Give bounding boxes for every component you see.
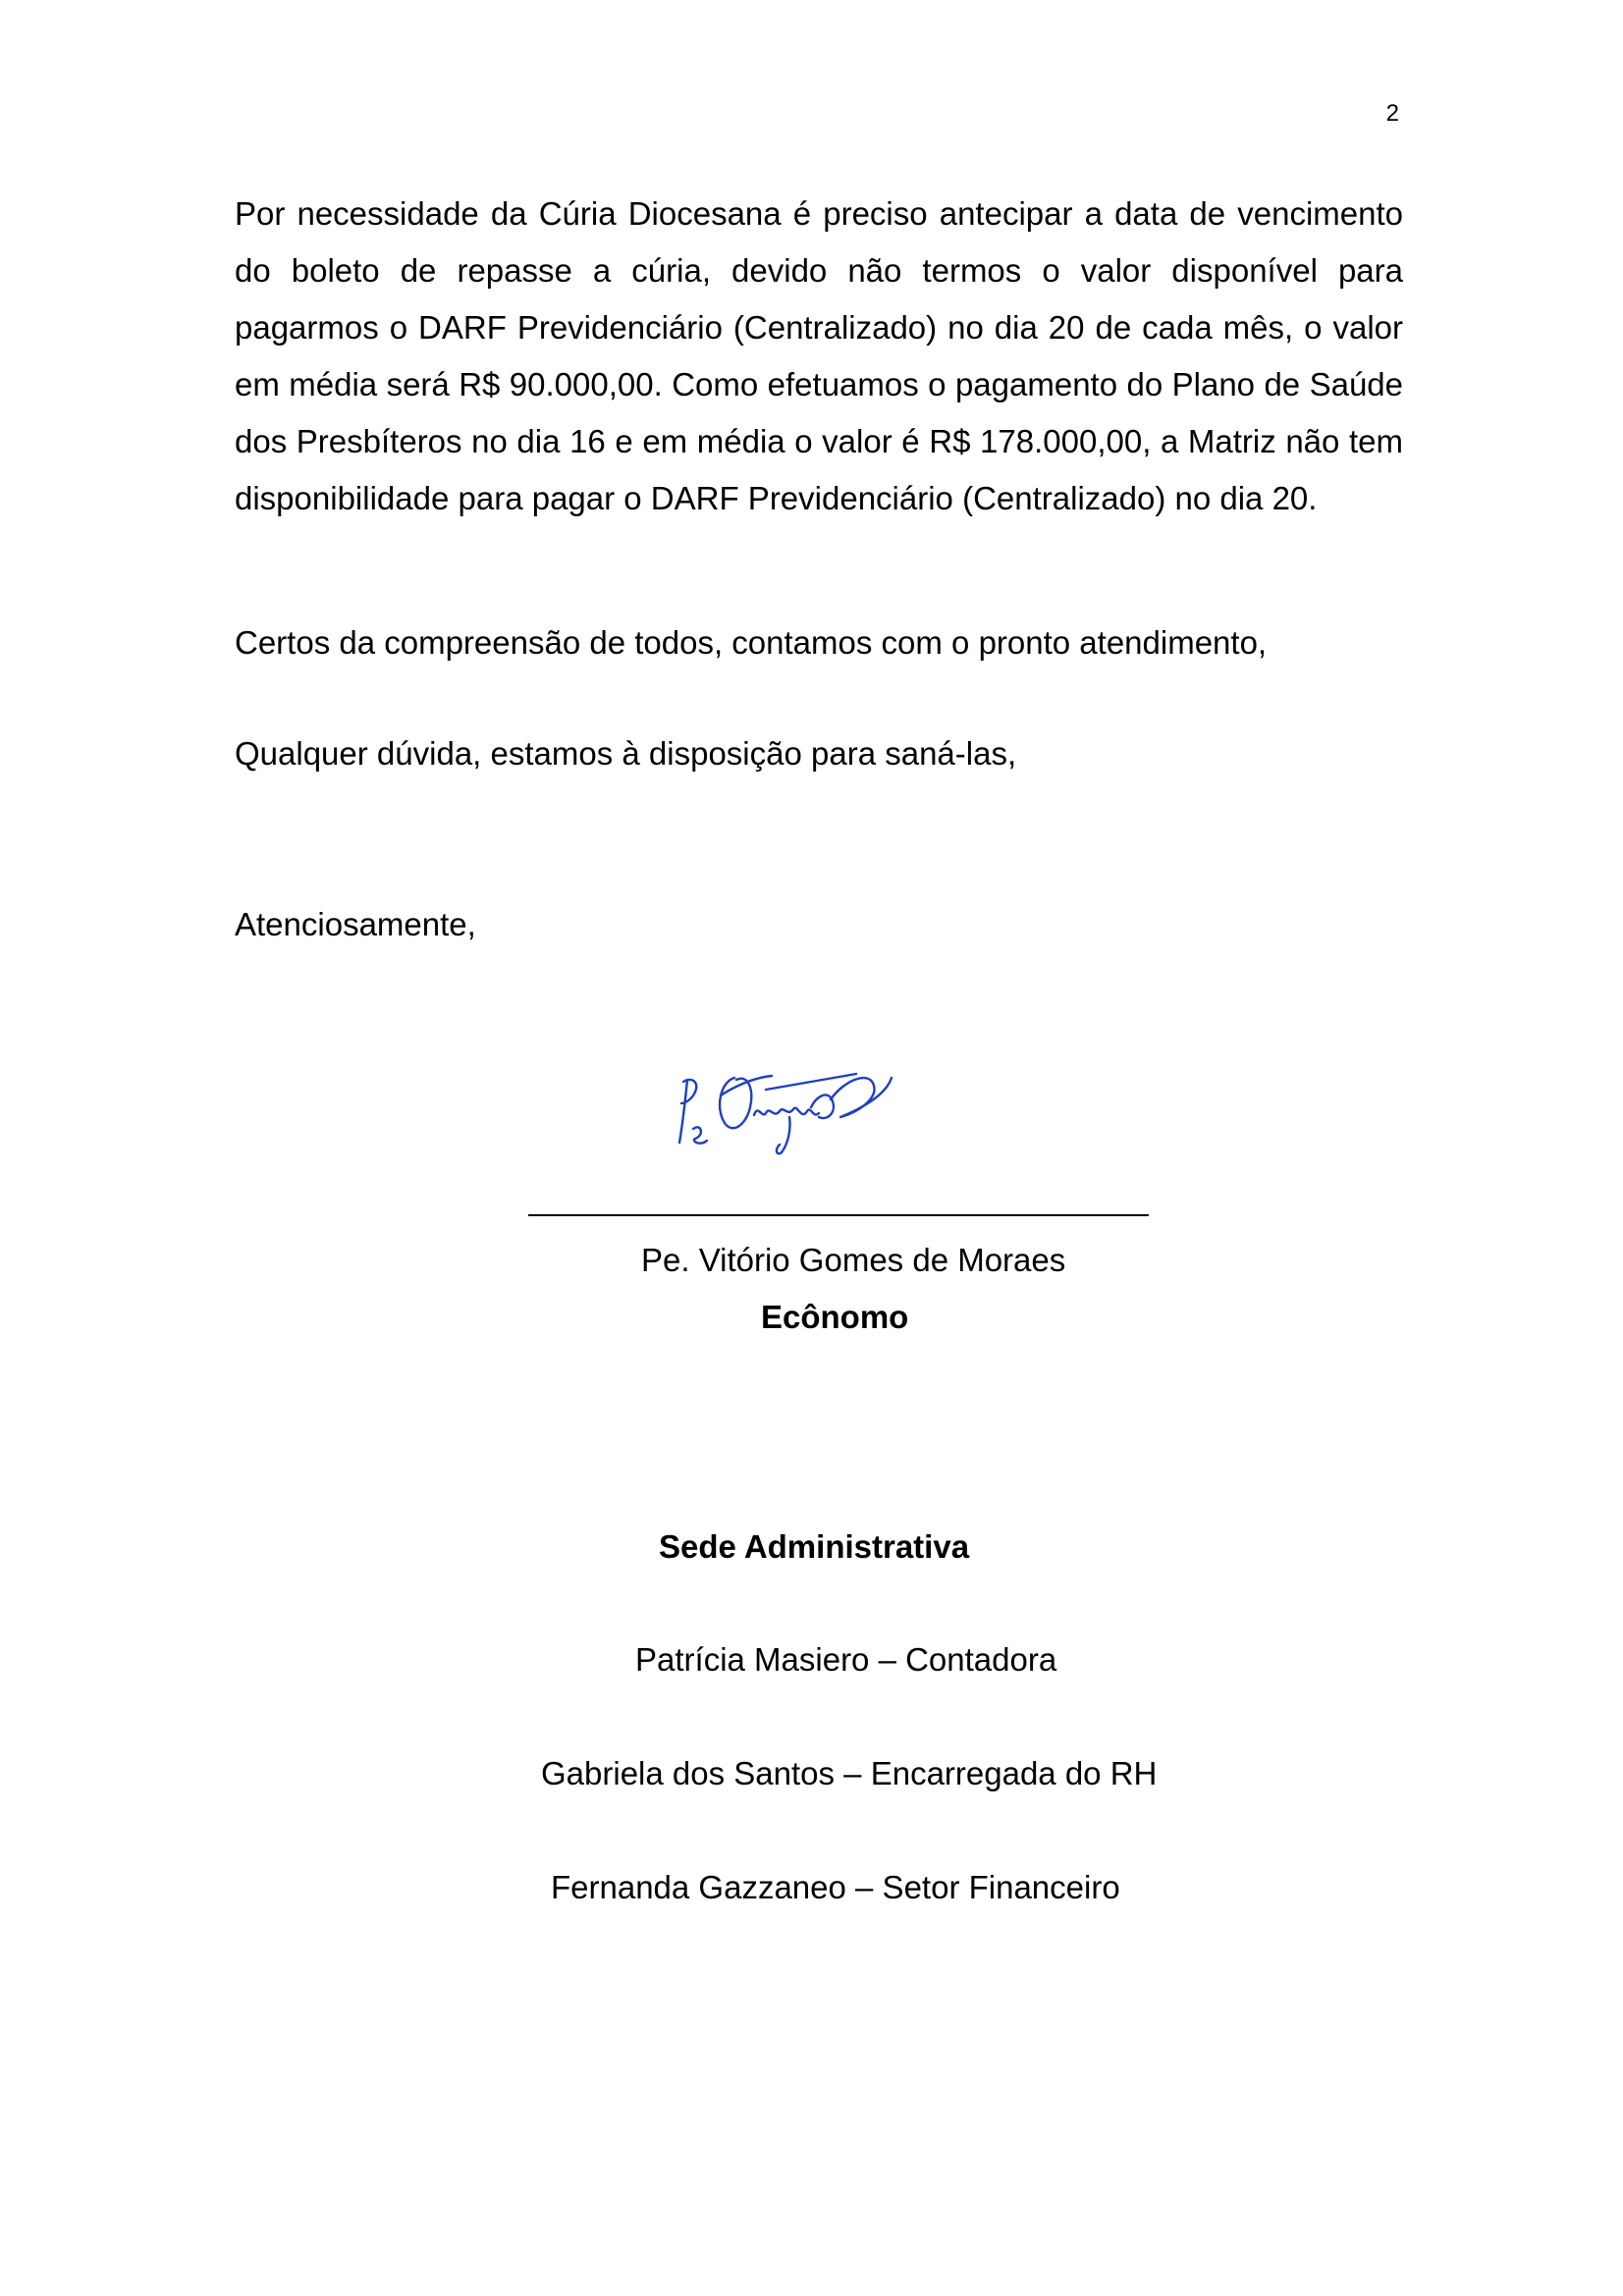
understanding-paragraph: Certos da compreensão de todos, contamos com o pronto atendimento, (235, 624, 1268, 661)
page-number: 2 (1385, 100, 1399, 127)
staff-member: Gabriela dos Santos – Encarregada do RH (541, 1755, 1158, 1791)
signer-role: Ecônomo (761, 1299, 909, 1335)
closing-salutation: Atenciosamente, (235, 906, 476, 942)
office-title: Sede Administrativa (659, 1528, 970, 1565)
signature-line (528, 1214, 1149, 1216)
questions-paragraph: Qualquer dúvida, estamos à disposição para saná-las, (235, 735, 1017, 772)
staff-member: Patrícia Masiero – Contadora (635, 1641, 1057, 1678)
main-paragraph: Por necessidade da Cúria Diocesana é preciso antecipar a data de vencimento do boleto de repasse a cúria, devido não termos o valor disponível para pagarmos o DARF Previdenciário (Centralizado) no dia 20 de cada mês, o valor em média será R$ 90.000,00. Como efetuamos o pagamento do Plano de Saúde dos Presbíteros no dia 16 e em média o valor é R$ 178.000,00, a Matriz não tem disponibilidade para pagar o DARF Previdenciário (Centralizado) no dia 20. (235, 195, 1403, 516)
handwritten-signature (664, 1060, 899, 1168)
signer-name: Pe. Vitório Gomes de Moraes (641, 1242, 1066, 1278)
staff-member: Fernanda Gazzaneo – Setor Financeiro (551, 1869, 1120, 1905)
